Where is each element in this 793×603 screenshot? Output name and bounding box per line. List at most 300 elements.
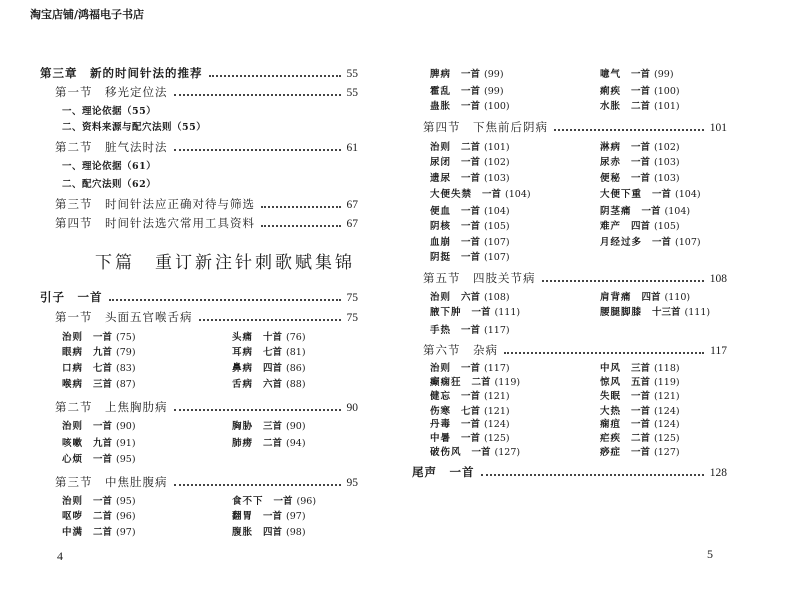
entry-name: 手热 — [430, 325, 452, 336]
dot-leader — [174, 409, 341, 411]
entry-name: 治则 — [62, 332, 84, 343]
toc-section — [55, 84, 358, 100]
toc-entry — [430, 291, 510, 305]
entry-name: 蛊胀 — [430, 101, 452, 112]
entry-name: 舌病 — [232, 379, 254, 390]
toc-sub-title: 一、理论依据（55） — [62, 106, 157, 117]
entry-page: (117) — [484, 363, 510, 374]
dot-leader — [174, 484, 341, 486]
entry-name: 淋病 — [600, 142, 622, 153]
entry-count: 一首 — [631, 69, 651, 80]
entry-page: (107) — [675, 237, 701, 248]
toc-page: 128 — [709, 467, 727, 479]
entry-name: 月经过多 — [600, 237, 643, 248]
entry-name: 失眠 — [600, 391, 622, 402]
entry-page: (95) — [116, 454, 136, 465]
toc-entry — [62, 362, 136, 376]
entry-page: (98) — [286, 527, 306, 538]
entry-page: (97) — [286, 511, 306, 522]
entry-page: (111) — [684, 307, 711, 318]
entry-count: 四首 — [263, 527, 283, 538]
dot-leader — [261, 206, 341, 208]
entry-name: 水胀 — [600, 101, 622, 112]
entry-count: 一首 — [263, 511, 283, 522]
entry-count: 九首 — [93, 438, 113, 449]
entry-page: (96) — [296, 496, 317, 507]
entry-page: (111) — [494, 307, 521, 318]
entry-page: (102) — [484, 157, 510, 168]
entry-page: (81) — [286, 347, 306, 358]
toc-sub — [62, 120, 206, 136]
entry-count: 一首 — [93, 332, 113, 343]
toc-page: 67 — [346, 199, 358, 211]
toc-entry — [600, 446, 680, 460]
toc-section — [423, 119, 727, 135]
entry-count: 七首 — [93, 363, 113, 374]
entry-count: 四首 — [263, 363, 283, 374]
entry-page: (121) — [484, 406, 510, 417]
entry-count: 三首 — [631, 363, 651, 374]
left-page-number: 4 — [57, 549, 63, 563]
entry-page: (88) — [286, 379, 306, 390]
toc-entry — [430, 432, 510, 446]
entry-count: 二首 — [461, 142, 481, 153]
toc-entry — [62, 420, 136, 434]
toc-entry — [430, 362, 510, 376]
toc-entry — [600, 376, 680, 390]
entry-count: 七首 — [263, 347, 283, 358]
toc-entry — [232, 495, 316, 509]
toc-entry — [232, 331, 306, 345]
entry-name: 食不下 — [232, 496, 264, 507]
toc-entry — [600, 172, 680, 186]
toc-entry — [600, 188, 701, 202]
toc-section — [423, 270, 727, 286]
entry-count: 一首 — [93, 496, 113, 507]
entry-name: 中暑 — [430, 433, 452, 444]
entry-name: 痧症 — [600, 447, 622, 458]
entry-count: 一首 — [461, 325, 481, 336]
entry-name: 心烦 — [62, 454, 84, 465]
toc-sub-title: 二、配穴法则（62） — [62, 179, 157, 190]
toc-entry — [430, 188, 531, 202]
entry-page: (99) — [484, 69, 504, 80]
entry-name: 鼻病 — [232, 363, 254, 374]
toc-title: 第四节 时间针法选穴常用工具资料 — [55, 216, 255, 230]
part-title: 下篇 重订新注针刺歌赋集锦 — [95, 253, 355, 273]
entry-count: 一首 — [461, 237, 481, 248]
toc-page: 95 — [346, 477, 358, 489]
dot-leader — [542, 280, 704, 282]
entry-count: 二首 — [263, 438, 283, 449]
toc-title: 第五节 四肢关节病 — [423, 271, 536, 285]
entry-count: 二首 — [93, 511, 113, 522]
toc-entry — [600, 291, 690, 305]
toc-entry — [232, 362, 306, 376]
toc-entry — [62, 453, 136, 467]
entry-name: 治则 — [430, 292, 452, 303]
entry-name: 疟疾 — [600, 433, 622, 444]
entry-count: 一首 — [631, 157, 651, 168]
toc-entry — [430, 390, 510, 404]
entry-count: 一首 — [631, 447, 651, 458]
toc-entry — [430, 251, 510, 265]
toc-entry — [600, 141, 680, 155]
entry-count: 一首 — [631, 419, 651, 430]
toc-entry — [430, 405, 510, 419]
toc-page: 55 — [346, 68, 358, 80]
entry-count: 七首 — [461, 406, 481, 417]
toc-entry — [430, 236, 510, 250]
toc-page: 67 — [346, 218, 358, 230]
entry-count: 一首 — [461, 221, 481, 232]
entry-count: 一首 — [461, 252, 481, 263]
dot-leader — [209, 75, 341, 77]
entry-page: (119) — [494, 377, 521, 388]
entry-count: 一首 — [631, 173, 651, 184]
toc-entry — [600, 156, 680, 170]
toc-title: 引子 一首 — [40, 290, 103, 304]
entry-page: (83) — [116, 363, 136, 374]
entry-name: 中风 — [600, 363, 622, 374]
entry-name: 治则 — [62, 496, 84, 507]
entry-page: (75) — [116, 332, 136, 343]
toc-entry — [430, 172, 510, 186]
toc-entry — [430, 205, 510, 219]
entry-count: 一首 — [273, 496, 293, 507]
entry-count: 一首 — [471, 307, 491, 318]
entry-count: 十三首 — [652, 307, 681, 318]
entry-name: 噫气 — [600, 69, 622, 80]
entry-page: (125) — [484, 433, 510, 444]
toc-entry — [232, 346, 306, 360]
entry-name: 痢疾 — [600, 86, 622, 97]
toc-entry — [600, 85, 680, 99]
toc-title: 第三章 新的时间针法的推荐 — [40, 66, 203, 80]
toc-title: 第三节 时间针法应正确对待与筛选 — [55, 197, 255, 211]
entry-count: 六首 — [461, 292, 481, 303]
entry-name: 血崩 — [430, 237, 452, 248]
entry-count: 一首 — [631, 142, 651, 153]
toc-section — [423, 342, 727, 358]
entry-name: 霍乱 — [430, 86, 452, 97]
entry-name: 惊风 — [600, 377, 622, 388]
shop-watermark: 淘宝店铺/鸿福电子书店 — [30, 8, 145, 21]
entry-name: 治则 — [430, 142, 452, 153]
toc-entry — [62, 495, 136, 509]
entry-name: 尿闭 — [430, 157, 452, 168]
toc-title: 尾声 一首 — [412, 465, 475, 479]
entry-page: (94) — [286, 438, 306, 449]
entry-page: (91) — [116, 438, 136, 449]
dot-leader — [199, 319, 341, 321]
entry-count: 一首 — [93, 454, 113, 465]
entry-count: 四首 — [641, 292, 661, 303]
toc-sub-title: 一、理论依据（61） — [62, 161, 157, 172]
entry-count: 一首 — [631, 86, 651, 97]
toc-title: 第六节 杂病 — [423, 343, 498, 357]
entry-page: (107) — [484, 252, 510, 263]
toc-entry — [600, 390, 680, 404]
entry-page: (104) — [675, 189, 701, 200]
toc-title: 第二节 脏气法时法 — [55, 140, 168, 154]
entry-name: 腋下肿 — [430, 307, 462, 318]
entry-page: (118) — [654, 363, 680, 374]
toc-page: 61 — [346, 142, 358, 154]
toc-entry — [430, 141, 510, 155]
entry-count: 二首 — [471, 377, 491, 388]
toc-page: 90 — [346, 402, 358, 414]
entry-page: (107) — [484, 237, 510, 248]
entry-page: (90) — [286, 421, 306, 432]
entry-page: (119) — [654, 377, 680, 388]
toc-entry — [430, 324, 510, 338]
entry-page: (124) — [484, 419, 510, 430]
toc-entry — [430, 306, 520, 320]
entry-count: 三首 — [93, 379, 113, 390]
entry-page: (105) — [654, 221, 680, 232]
dot-leader — [261, 225, 341, 227]
dot-leader — [174, 94, 341, 96]
entry-count: 一首 — [461, 391, 481, 402]
entry-page: (99) — [654, 69, 674, 80]
entry-name: 中满 — [62, 527, 84, 538]
entry-page: (76) — [286, 332, 306, 343]
toc-entry — [430, 418, 510, 432]
toc-title: 第三节 中焦肚腹病 — [55, 475, 168, 489]
entry-count: 六首 — [263, 379, 283, 390]
toc-section — [55, 196, 358, 212]
entry-page: (104) — [484, 206, 510, 217]
entry-count: 一首 — [652, 189, 672, 200]
entry-name: 阴茎痛 — [600, 206, 632, 217]
entry-count: 一首 — [641, 206, 661, 217]
entry-page: (108) — [484, 292, 510, 303]
toc-entry — [62, 331, 136, 345]
toc-page: 101 — [709, 122, 727, 134]
entry-name: 遗尿 — [430, 173, 452, 184]
dot-leader — [109, 299, 341, 301]
entry-page: (86) — [286, 363, 306, 374]
dot-leader — [481, 474, 704, 476]
entry-count: 一首 — [631, 406, 651, 417]
toc-section — [55, 139, 358, 155]
dot-leader — [174, 149, 341, 151]
entry-name: 治则 — [62, 421, 84, 432]
toc-sub-title: 二、资料来源与配穴法则（55） — [62, 122, 207, 133]
entry-name: 口病 — [62, 363, 84, 374]
entry-name: 咳嗽 — [62, 438, 84, 449]
toc-entry — [430, 85, 504, 99]
entry-name: 腹胀 — [232, 527, 254, 538]
toc-chapter — [40, 289, 358, 305]
entry-count: 一首 — [652, 237, 672, 248]
toc-page: 117 — [710, 345, 727, 357]
entry-page: (121) — [654, 391, 680, 402]
entry-page: (110) — [664, 292, 691, 303]
entry-count: 一首 — [461, 86, 481, 97]
entry-name: 耳病 — [232, 347, 254, 358]
entry-count: 二首 — [631, 433, 651, 444]
entry-name: 胸胁 — [232, 421, 254, 432]
entry-page: (101) — [484, 142, 510, 153]
toc-entry — [600, 362, 680, 376]
entry-name: 难产 — [600, 221, 622, 232]
entry-page: (102) — [654, 142, 680, 153]
entry-name: 脾病 — [430, 69, 452, 80]
entry-name: 头痛 — [232, 332, 254, 343]
toc-chapter — [40, 65, 358, 81]
toc-entry — [600, 220, 680, 234]
entry-page: (104) — [664, 206, 691, 217]
toc-chapter — [412, 464, 727, 480]
toc-section — [55, 309, 358, 325]
entry-page: (125) — [654, 433, 680, 444]
toc-title: 第四节 下焦前后阴病 — [423, 120, 548, 134]
toc-section — [55, 215, 358, 231]
toc-entry — [62, 378, 136, 392]
entry-count: 一首 — [461, 433, 481, 444]
entry-count: 一首 — [471, 447, 491, 458]
entry-page: (103) — [654, 157, 680, 168]
entry-page: (127) — [654, 447, 680, 458]
entry-count: 一首 — [461, 157, 481, 168]
toc-title: 第二节 上焦胸肋病 — [55, 400, 168, 414]
entry-page: (101) — [654, 101, 680, 112]
entry-count: 三首 — [263, 421, 283, 432]
toc-sub — [62, 104, 156, 120]
entry-name: 阴核 — [430, 221, 452, 232]
entry-name: 健忘 — [430, 391, 452, 402]
entry-page: (124) — [654, 419, 680, 430]
toc-entry — [430, 376, 520, 390]
entry-page: (87) — [116, 379, 136, 390]
entry-count: 一首 — [631, 391, 651, 402]
toc-entry — [600, 236, 701, 250]
entry-name: 便秘 — [600, 173, 622, 184]
entry-name: 大便下重 — [600, 189, 643, 200]
entry-name: 便血 — [430, 206, 452, 217]
toc-entry — [62, 346, 136, 360]
entry-count: 一首 — [461, 173, 481, 184]
toc-section — [55, 399, 358, 415]
entry-page: (96) — [116, 511, 136, 522]
right-page-number: 5 — [707, 547, 713, 561]
toc-sub — [62, 177, 156, 193]
toc-page: 55 — [346, 87, 358, 99]
toc-entry — [232, 526, 306, 540]
entry-count: 一首 — [482, 189, 502, 200]
toc-page: 75 — [346, 312, 358, 324]
entry-page: (117) — [484, 325, 510, 336]
toc-entry — [62, 526, 136, 540]
entry-count: 一首 — [461, 363, 481, 374]
entry-count: 二首 — [631, 101, 651, 112]
toc-entry — [62, 437, 136, 451]
toc-entry — [62, 510, 136, 524]
entry-count: 九首 — [93, 347, 113, 358]
toc-entry — [600, 418, 680, 432]
entry-count: 一首 — [461, 69, 481, 80]
entry-name: 肩背痛 — [600, 292, 632, 303]
toc-entry — [430, 68, 504, 82]
entry-page: (97) — [116, 527, 136, 538]
entry-count: 十首 — [263, 332, 283, 343]
toc-page: 108 — [709, 273, 727, 285]
toc-entry — [600, 306, 710, 320]
toc-entry — [430, 446, 520, 460]
entry-name: 阴挺 — [430, 252, 452, 263]
entry-page: (79) — [116, 347, 136, 358]
dot-leader — [554, 129, 704, 131]
entry-count: 二首 — [93, 527, 113, 538]
entry-page: (127) — [494, 447, 521, 458]
toc-entry — [232, 420, 306, 434]
entry-name: 呕哕 — [62, 511, 84, 522]
entry-name: 翻胃 — [232, 511, 254, 522]
toc-entry — [430, 100, 510, 114]
toc-title: 第一节 头面五官喉舌病 — [55, 310, 193, 324]
entry-page: (104) — [505, 189, 531, 200]
toc-entry — [600, 68, 674, 82]
toc-entry — [430, 220, 510, 234]
toc-entry — [600, 405, 680, 419]
toc-entry — [600, 205, 690, 219]
entry-page: (121) — [484, 391, 510, 402]
entry-page: (90) — [116, 421, 136, 432]
entry-name: 腰腿脚膝 — [600, 307, 643, 318]
entry-name: 癫痫狂 — [430, 377, 462, 388]
entry-name: 伤寒 — [430, 406, 452, 417]
toc-entry — [430, 156, 510, 170]
entry-count: 一首 — [93, 421, 113, 432]
entry-page: (100) — [654, 86, 680, 97]
entry-name: 痫疽 — [600, 419, 622, 430]
entry-name: 眼病 — [62, 347, 84, 358]
entry-page: (124) — [654, 406, 680, 417]
entry-name: 肺痨 — [232, 438, 254, 449]
entry-page: (103) — [654, 173, 680, 184]
entry-name: 大便失禁 — [430, 189, 473, 200]
entry-name: 丹毒 — [430, 419, 452, 430]
entry-name: 尿赤 — [600, 157, 622, 168]
entry-page: (105) — [484, 221, 510, 232]
toc-entry — [232, 437, 306, 451]
entry-name: 治则 — [430, 363, 452, 374]
entry-page: (95) — [116, 496, 136, 507]
toc-title: 第一节 移光定位法 — [55, 85, 168, 99]
dot-leader — [504, 352, 704, 354]
toc-entry — [600, 432, 680, 446]
toc-section — [55, 474, 358, 490]
toc-entry — [232, 510, 306, 524]
entry-page: (103) — [484, 173, 510, 184]
entry-count: 四首 — [631, 221, 651, 232]
entry-page: (99) — [484, 86, 504, 97]
entry-name: 大热 — [600, 406, 622, 417]
entry-count: 一首 — [461, 101, 481, 112]
entry-name: 喉病 — [62, 379, 84, 390]
toc-sub — [62, 159, 156, 175]
toc-entry — [232, 378, 306, 392]
toc-page: 75 — [346, 292, 358, 304]
entry-name: 破伤风 — [430, 447, 462, 458]
entry-count: 五首 — [631, 377, 651, 388]
entry-count: 一首 — [461, 206, 481, 217]
entry-count: 一首 — [461, 419, 481, 430]
toc-entry — [600, 100, 680, 114]
entry-page: (100) — [484, 101, 510, 112]
